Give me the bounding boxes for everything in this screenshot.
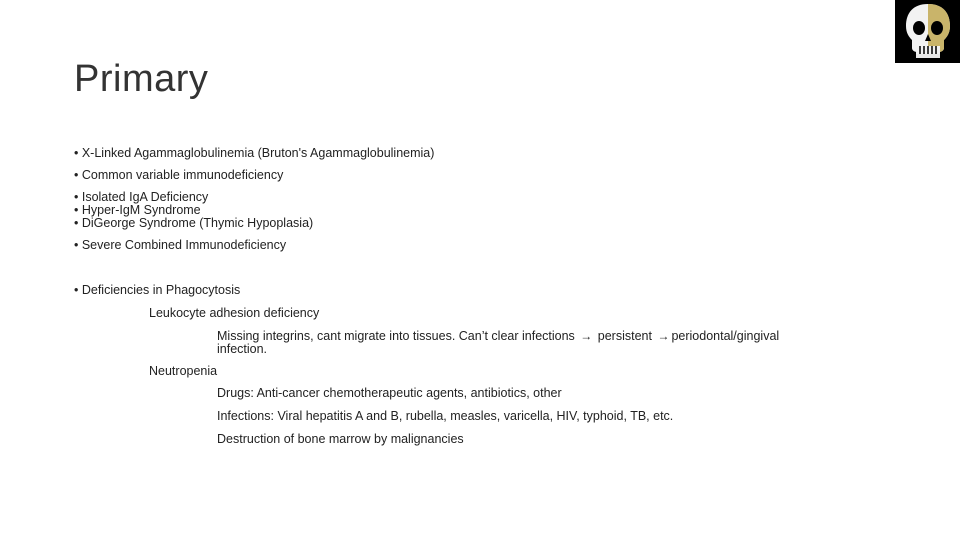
arrow-icon: → — [657, 329, 670, 343]
neutropenia-marrow: Destruction of bone marrow by malignancies — [217, 432, 464, 446]
neutropenia-infections: Infections: Viral hepatitis A and B, rubella, measles, varicella, HIV, typhoid, TB, etc. — [217, 409, 674, 423]
bullet-xla: • X-Linked Agammaglobulinemia (Bruton's Agammaglobulinemia) — [74, 146, 435, 160]
bullet-scid: • Severe Combined Immunodeficiency — [74, 238, 287, 252]
skull-logo — [895, 0, 960, 63]
neutropenia-drugs: Drugs: Anti-cancer chemotherapeutic agents, antibiotics, other — [217, 386, 562, 400]
bullet-cvid: • Common variable immunodeficiency — [74, 168, 284, 182]
bullet-iga: • Isolated IgA Deficiency — [74, 190, 209, 204]
lad-detail-line2: infection. — [217, 342, 268, 356]
lad-detail — [217, 329, 779, 343]
skull-icon — [895, 0, 960, 63]
bullet-digeorge: • DiGeorge Syndrome (Thymic Hypoplasia) — [74, 216, 314, 230]
lad-detail-part3: periodontal/gingival — [671, 329, 780, 343]
lad-detail-part2: persistent — [597, 329, 652, 343]
neutropenia-heading: Neutropenia — [149, 364, 218, 378]
slide-title: Primary — [74, 58, 209, 100]
arrow-icon: → — [580, 329, 593, 343]
bullet-phagocytosis: • Deficiencies in Phagocytosis — [74, 283, 241, 297]
lad-detail-part1: Missing integrins, cant migrate into tissues. Can’t clear infections — [217, 329, 575, 343]
bullet-hyper-igm: • Hyper-IgM Syndrome — [74, 203, 201, 217]
lad-heading: Leukocyte adhesion deficiency — [149, 306, 320, 320]
